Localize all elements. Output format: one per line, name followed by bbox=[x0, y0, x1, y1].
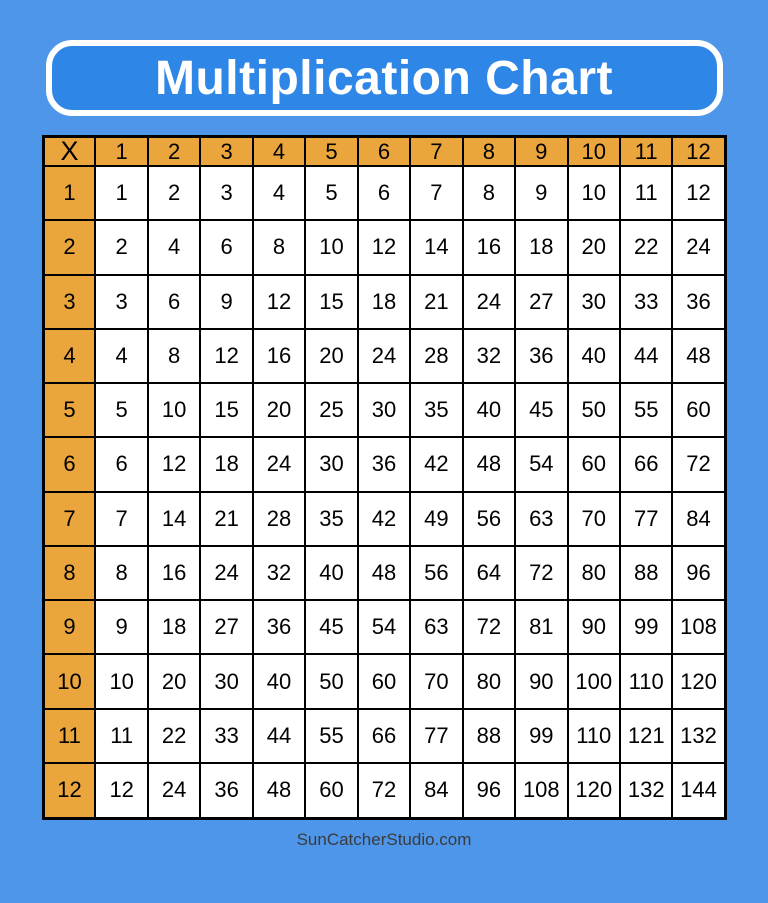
product-cell: 20 bbox=[305, 329, 357, 383]
product-cell: 28 bbox=[410, 329, 462, 383]
product-cell: 80 bbox=[568, 546, 620, 600]
row-header: 10 bbox=[43, 654, 95, 708]
product-cell: 6 bbox=[358, 166, 410, 220]
product-cell: 81 bbox=[515, 600, 567, 654]
product-cell: 70 bbox=[568, 492, 620, 546]
column-header: 2 bbox=[148, 137, 200, 167]
product-cell: 2 bbox=[95, 220, 147, 274]
product-cell: 54 bbox=[358, 600, 410, 654]
product-cell: 14 bbox=[148, 492, 200, 546]
product-cell: 36 bbox=[253, 600, 305, 654]
column-header: 1 bbox=[95, 137, 147, 167]
column-header: 12 bbox=[672, 137, 725, 167]
product-cell: 10 bbox=[305, 220, 357, 274]
product-cell: 40 bbox=[463, 383, 515, 437]
product-cell: 10 bbox=[568, 166, 620, 220]
product-cell: 1 bbox=[95, 166, 147, 220]
column-header: 3 bbox=[200, 137, 252, 167]
title-banner bbox=[46, 40, 723, 116]
row-header: 2 bbox=[43, 220, 95, 274]
product-cell: 9 bbox=[200, 275, 252, 329]
product-cell: 56 bbox=[463, 492, 515, 546]
product-cell: 10 bbox=[148, 383, 200, 437]
product-cell: 72 bbox=[515, 546, 567, 600]
column-header: 7 bbox=[410, 137, 462, 167]
corner-cell: X bbox=[43, 137, 95, 167]
product-cell: 49 bbox=[410, 492, 462, 546]
table-row bbox=[43, 492, 725, 546]
footer-credit: SunCatcherStudio.com bbox=[296, 830, 472, 849]
product-cell: 84 bbox=[410, 763, 462, 819]
product-cell: 30 bbox=[200, 654, 252, 708]
product-cell: 24 bbox=[463, 275, 515, 329]
product-cell: 30 bbox=[568, 275, 620, 329]
product-cell: 7 bbox=[95, 492, 147, 546]
product-cell: 30 bbox=[358, 383, 410, 437]
product-cell: 60 bbox=[672, 383, 725, 437]
product-cell: 20 bbox=[568, 220, 620, 274]
product-cell: 4 bbox=[253, 166, 305, 220]
product-cell: 32 bbox=[463, 329, 515, 383]
product-cell: 80 bbox=[463, 654, 515, 708]
product-cell: 132 bbox=[620, 763, 672, 819]
product-cell: 72 bbox=[463, 600, 515, 654]
product-cell: 11 bbox=[95, 709, 147, 763]
column-header: 4 bbox=[253, 137, 305, 167]
product-cell: 48 bbox=[253, 763, 305, 819]
product-cell: 48 bbox=[358, 546, 410, 600]
product-cell: 55 bbox=[305, 709, 357, 763]
column-header: 10 bbox=[568, 137, 620, 167]
product-cell: 63 bbox=[410, 600, 462, 654]
product-cell: 24 bbox=[672, 220, 725, 274]
product-cell: 15 bbox=[200, 383, 252, 437]
product-cell: 96 bbox=[463, 763, 515, 819]
product-cell: 42 bbox=[410, 437, 462, 491]
product-cell: 15 bbox=[305, 275, 357, 329]
multiplication-table bbox=[42, 135, 727, 820]
row-header: 12 bbox=[43, 763, 95, 819]
product-cell: 56 bbox=[410, 546, 462, 600]
product-cell: 66 bbox=[620, 437, 672, 491]
product-cell: 72 bbox=[672, 437, 725, 491]
product-cell: 32 bbox=[253, 546, 305, 600]
product-cell: 3 bbox=[200, 166, 252, 220]
product-cell: 18 bbox=[515, 220, 567, 274]
table-header bbox=[43, 137, 725, 167]
product-cell: 77 bbox=[620, 492, 672, 546]
row-header: 6 bbox=[43, 437, 95, 491]
product-cell: 3 bbox=[95, 275, 147, 329]
product-cell: 108 bbox=[515, 763, 567, 819]
product-cell: 66 bbox=[358, 709, 410, 763]
product-cell: 36 bbox=[200, 763, 252, 819]
product-cell: 24 bbox=[148, 763, 200, 819]
product-cell: 14 bbox=[410, 220, 462, 274]
product-cell: 50 bbox=[568, 383, 620, 437]
page-title: Multiplication Chart bbox=[155, 51, 613, 105]
table-row bbox=[43, 600, 725, 654]
table-row bbox=[43, 763, 725, 819]
product-cell: 20 bbox=[253, 383, 305, 437]
product-cell: 64 bbox=[463, 546, 515, 600]
product-cell: 50 bbox=[305, 654, 357, 708]
table-row bbox=[43, 220, 725, 274]
product-cell: 77 bbox=[410, 709, 462, 763]
product-cell: 40 bbox=[305, 546, 357, 600]
product-cell: 8 bbox=[95, 546, 147, 600]
product-cell: 84 bbox=[672, 492, 725, 546]
row-header: 1 bbox=[43, 166, 95, 220]
product-cell: 12 bbox=[358, 220, 410, 274]
product-cell: 36 bbox=[672, 275, 725, 329]
product-cell: 35 bbox=[410, 383, 462, 437]
product-cell: 4 bbox=[95, 329, 147, 383]
product-cell: 27 bbox=[515, 275, 567, 329]
product-cell: 44 bbox=[253, 709, 305, 763]
product-cell: 48 bbox=[672, 329, 725, 383]
product-cell: 110 bbox=[620, 654, 672, 708]
product-cell: 40 bbox=[568, 329, 620, 383]
product-cell: 42 bbox=[358, 492, 410, 546]
table-row bbox=[43, 654, 725, 708]
product-cell: 27 bbox=[200, 600, 252, 654]
product-cell: 7 bbox=[410, 166, 462, 220]
product-cell: 88 bbox=[620, 546, 672, 600]
product-cell: 24 bbox=[200, 546, 252, 600]
table-row bbox=[43, 166, 725, 220]
product-cell: 16 bbox=[148, 546, 200, 600]
product-cell: 11 bbox=[620, 166, 672, 220]
product-cell: 120 bbox=[568, 763, 620, 819]
row-header: 3 bbox=[43, 275, 95, 329]
product-cell: 54 bbox=[515, 437, 567, 491]
product-cell: 8 bbox=[253, 220, 305, 274]
product-cell: 44 bbox=[620, 329, 672, 383]
product-cell: 5 bbox=[305, 166, 357, 220]
table-row bbox=[43, 329, 725, 383]
product-cell: 35 bbox=[305, 492, 357, 546]
product-cell: 30 bbox=[305, 437, 357, 491]
table-body bbox=[43, 166, 725, 819]
row-header: 8 bbox=[43, 546, 95, 600]
row-header: 7 bbox=[43, 492, 95, 546]
product-cell: 110 bbox=[568, 709, 620, 763]
product-cell: 72 bbox=[358, 763, 410, 819]
product-cell: 36 bbox=[515, 329, 567, 383]
product-cell: 18 bbox=[200, 437, 252, 491]
product-cell: 20 bbox=[148, 654, 200, 708]
column-header: 5 bbox=[305, 137, 357, 167]
row-header: 5 bbox=[43, 383, 95, 437]
product-cell: 12 bbox=[200, 329, 252, 383]
table-row bbox=[43, 437, 725, 491]
product-cell: 120 bbox=[672, 654, 725, 708]
product-cell: 22 bbox=[148, 709, 200, 763]
product-cell: 25 bbox=[305, 383, 357, 437]
product-cell: 60 bbox=[358, 654, 410, 708]
product-cell: 63 bbox=[515, 492, 567, 546]
product-cell: 21 bbox=[200, 492, 252, 546]
product-cell: 6 bbox=[148, 275, 200, 329]
product-cell: 2 bbox=[148, 166, 200, 220]
product-cell: 33 bbox=[200, 709, 252, 763]
product-cell: 60 bbox=[568, 437, 620, 491]
product-cell: 33 bbox=[620, 275, 672, 329]
column-header: 6 bbox=[358, 137, 410, 167]
product-cell: 12 bbox=[148, 437, 200, 491]
product-cell: 100 bbox=[568, 654, 620, 708]
product-cell: 22 bbox=[620, 220, 672, 274]
product-cell: 12 bbox=[253, 275, 305, 329]
product-cell: 36 bbox=[358, 437, 410, 491]
column-header: 9 bbox=[515, 137, 567, 167]
product-cell: 6 bbox=[200, 220, 252, 274]
table-row bbox=[43, 546, 725, 600]
product-cell: 70 bbox=[410, 654, 462, 708]
row-header: 11 bbox=[43, 709, 95, 763]
product-cell: 24 bbox=[358, 329, 410, 383]
product-cell: 48 bbox=[463, 437, 515, 491]
column-header: 11 bbox=[620, 137, 672, 167]
product-cell: 18 bbox=[148, 600, 200, 654]
product-cell: 108 bbox=[672, 600, 725, 654]
product-cell: 90 bbox=[568, 600, 620, 654]
product-cell: 45 bbox=[515, 383, 567, 437]
product-cell: 28 bbox=[253, 492, 305, 546]
product-cell: 90 bbox=[515, 654, 567, 708]
product-cell: 88 bbox=[463, 709, 515, 763]
product-cell: 96 bbox=[672, 546, 725, 600]
column-header: 8 bbox=[463, 137, 515, 167]
product-cell: 8 bbox=[463, 166, 515, 220]
table-row bbox=[43, 383, 725, 437]
header-row bbox=[43, 137, 725, 167]
product-cell: 24 bbox=[253, 437, 305, 491]
table-row bbox=[43, 709, 725, 763]
product-cell: 8 bbox=[148, 329, 200, 383]
product-cell: 40 bbox=[253, 654, 305, 708]
row-header: 4 bbox=[43, 329, 95, 383]
product-cell: 18 bbox=[358, 275, 410, 329]
product-cell: 121 bbox=[620, 709, 672, 763]
product-cell: 6 bbox=[95, 437, 147, 491]
product-cell: 12 bbox=[672, 166, 725, 220]
product-cell: 144 bbox=[672, 763, 725, 819]
product-cell: 5 bbox=[95, 383, 147, 437]
product-cell: 60 bbox=[305, 763, 357, 819]
product-cell: 16 bbox=[463, 220, 515, 274]
row-header: 9 bbox=[43, 600, 95, 654]
product-cell: 16 bbox=[253, 329, 305, 383]
product-cell: 12 bbox=[95, 763, 147, 819]
product-cell: 9 bbox=[515, 166, 567, 220]
product-cell: 4 bbox=[148, 220, 200, 274]
product-cell: 99 bbox=[620, 600, 672, 654]
product-cell: 99 bbox=[515, 709, 567, 763]
product-cell: 132 bbox=[672, 709, 725, 763]
product-cell: 21 bbox=[410, 275, 462, 329]
product-cell: 45 bbox=[305, 600, 357, 654]
page bbox=[0, 40, 768, 903]
product-cell: 55 bbox=[620, 383, 672, 437]
table-row bbox=[43, 275, 725, 329]
product-cell: 10 bbox=[95, 654, 147, 708]
product-cell: 9 bbox=[95, 600, 147, 654]
